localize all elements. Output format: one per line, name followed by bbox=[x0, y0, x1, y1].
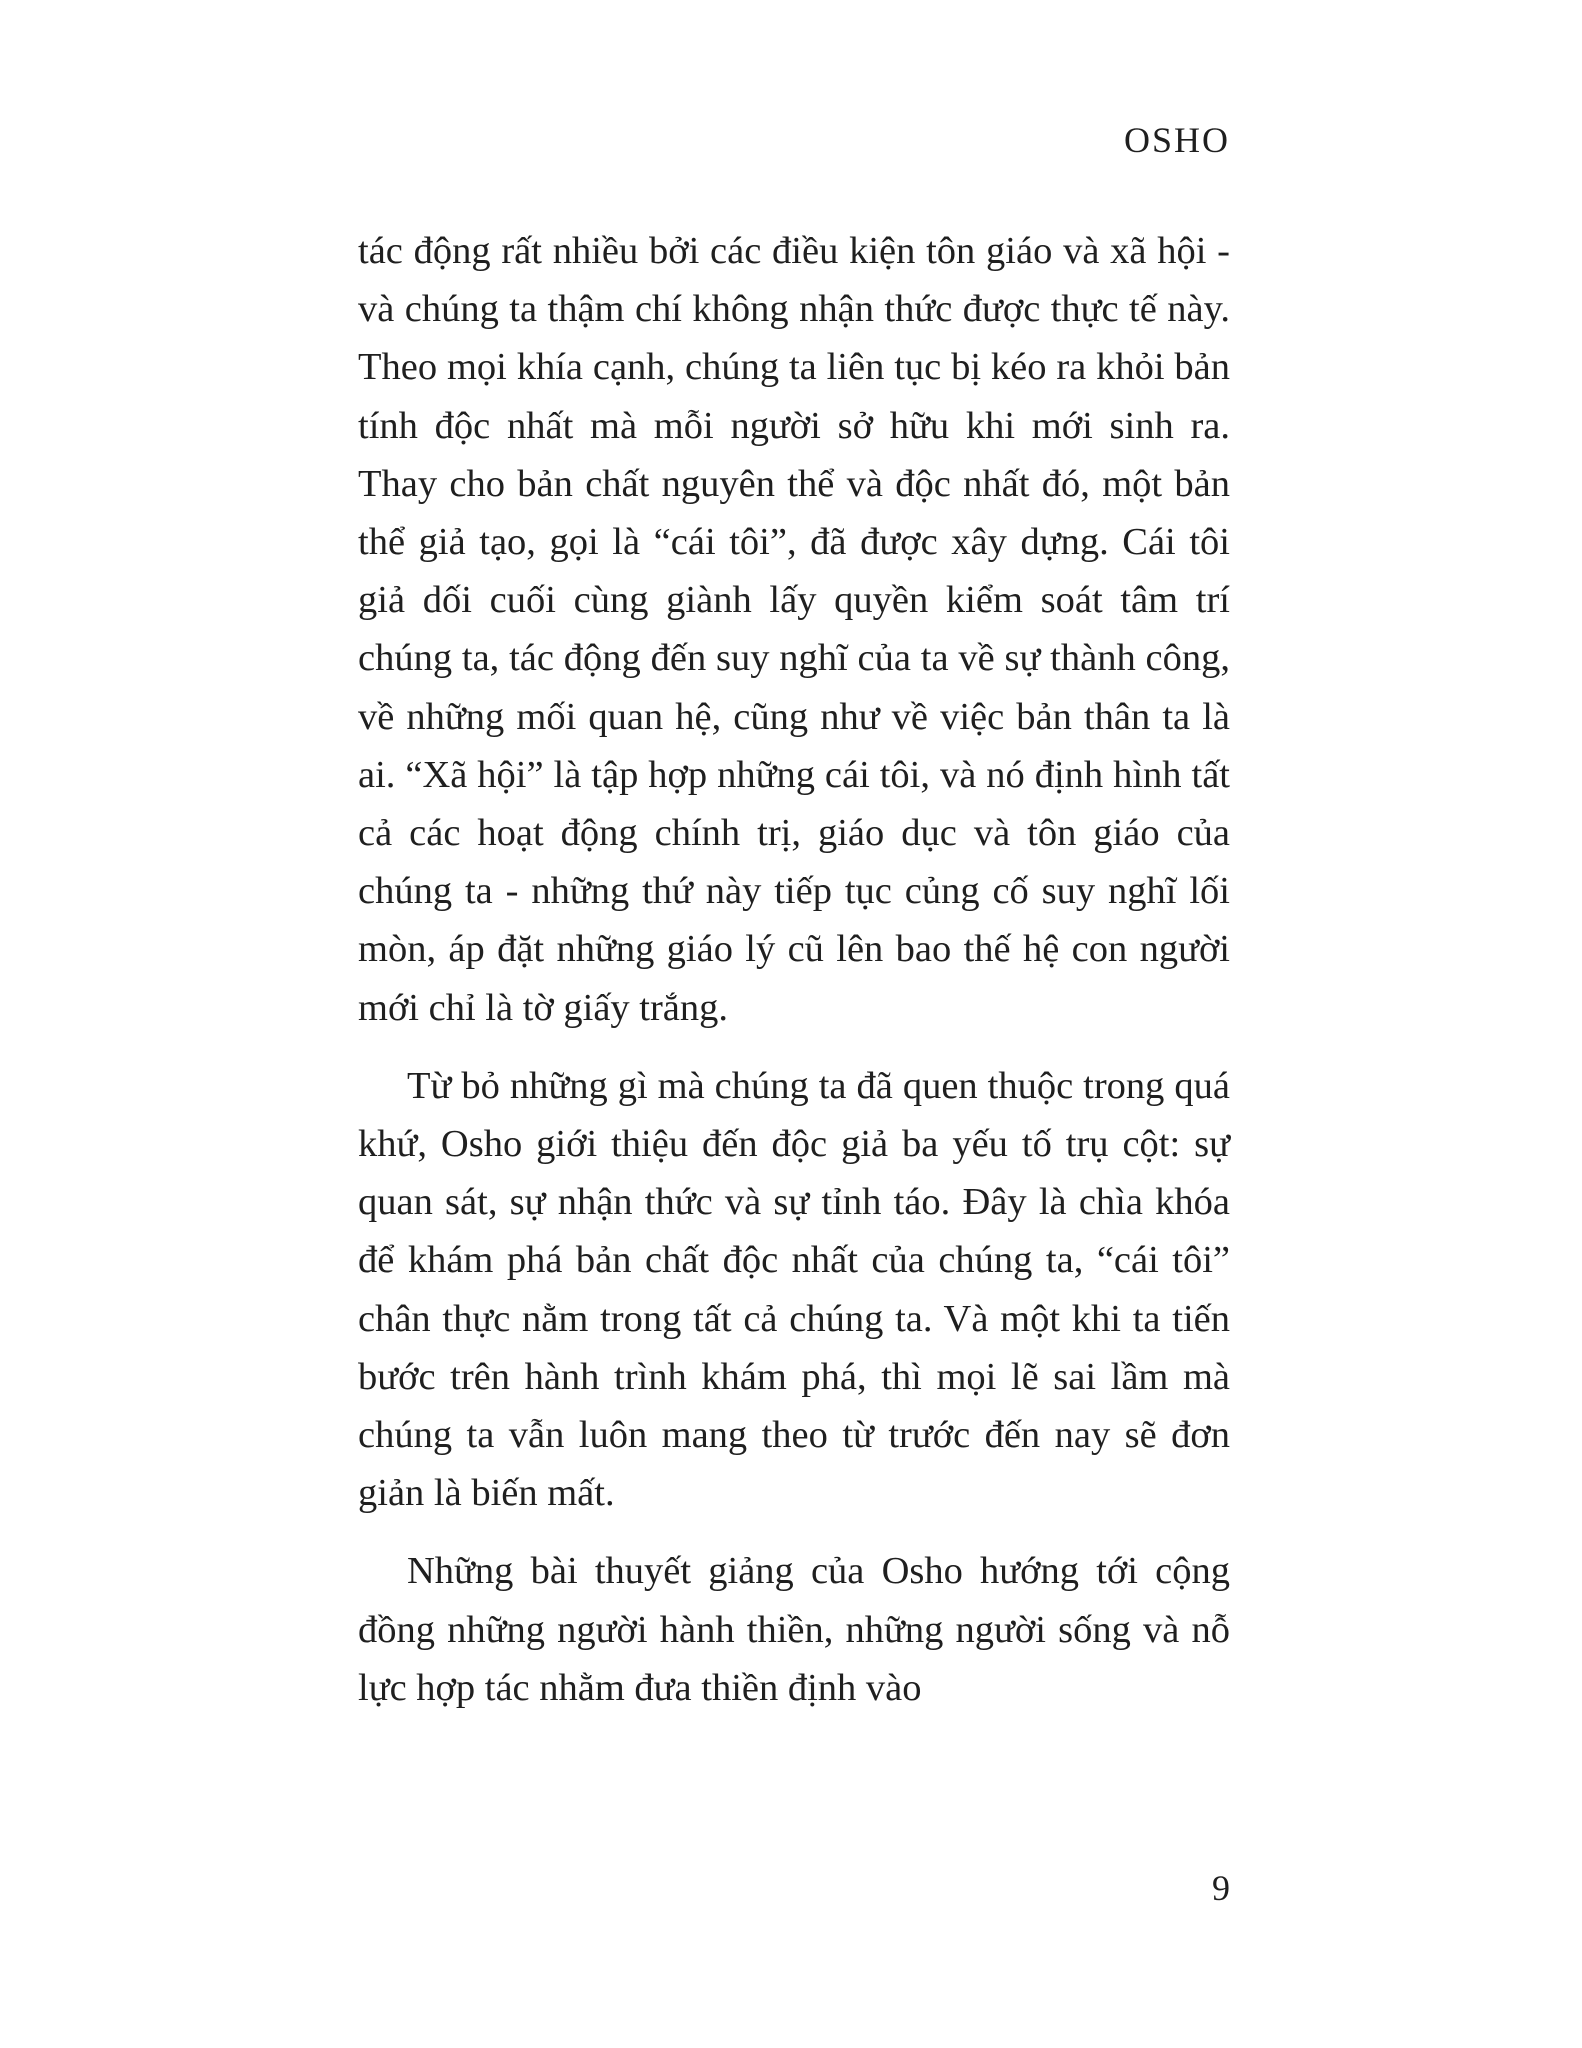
paragraph: Những bài thuyết giảng của Osho hướng tới cộng đồng những người hành thiền, những người sống và nỗ lực hợp tác nhằm đưa thiền định vào bbox=[358, 1550, 1230, 1709]
paragraph: Từ bỏ những gì mà chúng ta đã quen thuộc trong quá khứ, Osho giới thiệu đến độc giả ba yếu tố trụ cột: sự quan sát, sự nhận thức và sự tỉnh táo. Đây là chìa khóa để khám phá bản chất độc nhất của chúng ta, “cái tôi” chân thực nằm trong tất cả chúng ta. Và một khi ta tiến bước trên hành trình khám phá, thì mọi lẽ sai lầm mà chúng ta vẫn luôn mang theo từ trước đến nay sẽ đơn giản là biến mất. bbox=[358, 1064, 1230, 1515]
running-head: OSHO bbox=[1123, 120, 1230, 160]
paragraph-continued: tác động rất nhiều bởi các điều kiện tôn giáo và xã hội - và chúng ta thậm chí không nhận thức được thực tế này. Theo mọi khía cạnh, chúng ta liên tục bị kéo ra khỏi bản tính độc nhất mà mỗi người sở hữu khi mới sinh ra. Thay cho bản chất nguyên thể và độc nhất đó, một bản thể giả tạo, gọi là “cái tôi”, đã được xây dựng. Cái tôi giả dối cuối cùng giành lấy quyền kiểm soát tâm trí chúng ta, tác động đến suy nghĩ của ta về sự thành công, về những mối quan hệ, cũng như về việc bản thân ta là ai. “Xã hội” là tập hợp những cái tôi, và nó định hình tất cả các hoạt động chính trị, giáo dục và tôn giáo của chúng ta - những thứ này tiếp tục củng cố suy nghĩ lối mòn, áp đặt những giáo lý cũ lên bao thế hệ con người mới chỉ là tờ giấy trắng. bbox=[358, 230, 1230, 1029]
page-number: 9 bbox=[1212, 1868, 1230, 1908]
body-text bbox=[358, 222, 1230, 1717]
